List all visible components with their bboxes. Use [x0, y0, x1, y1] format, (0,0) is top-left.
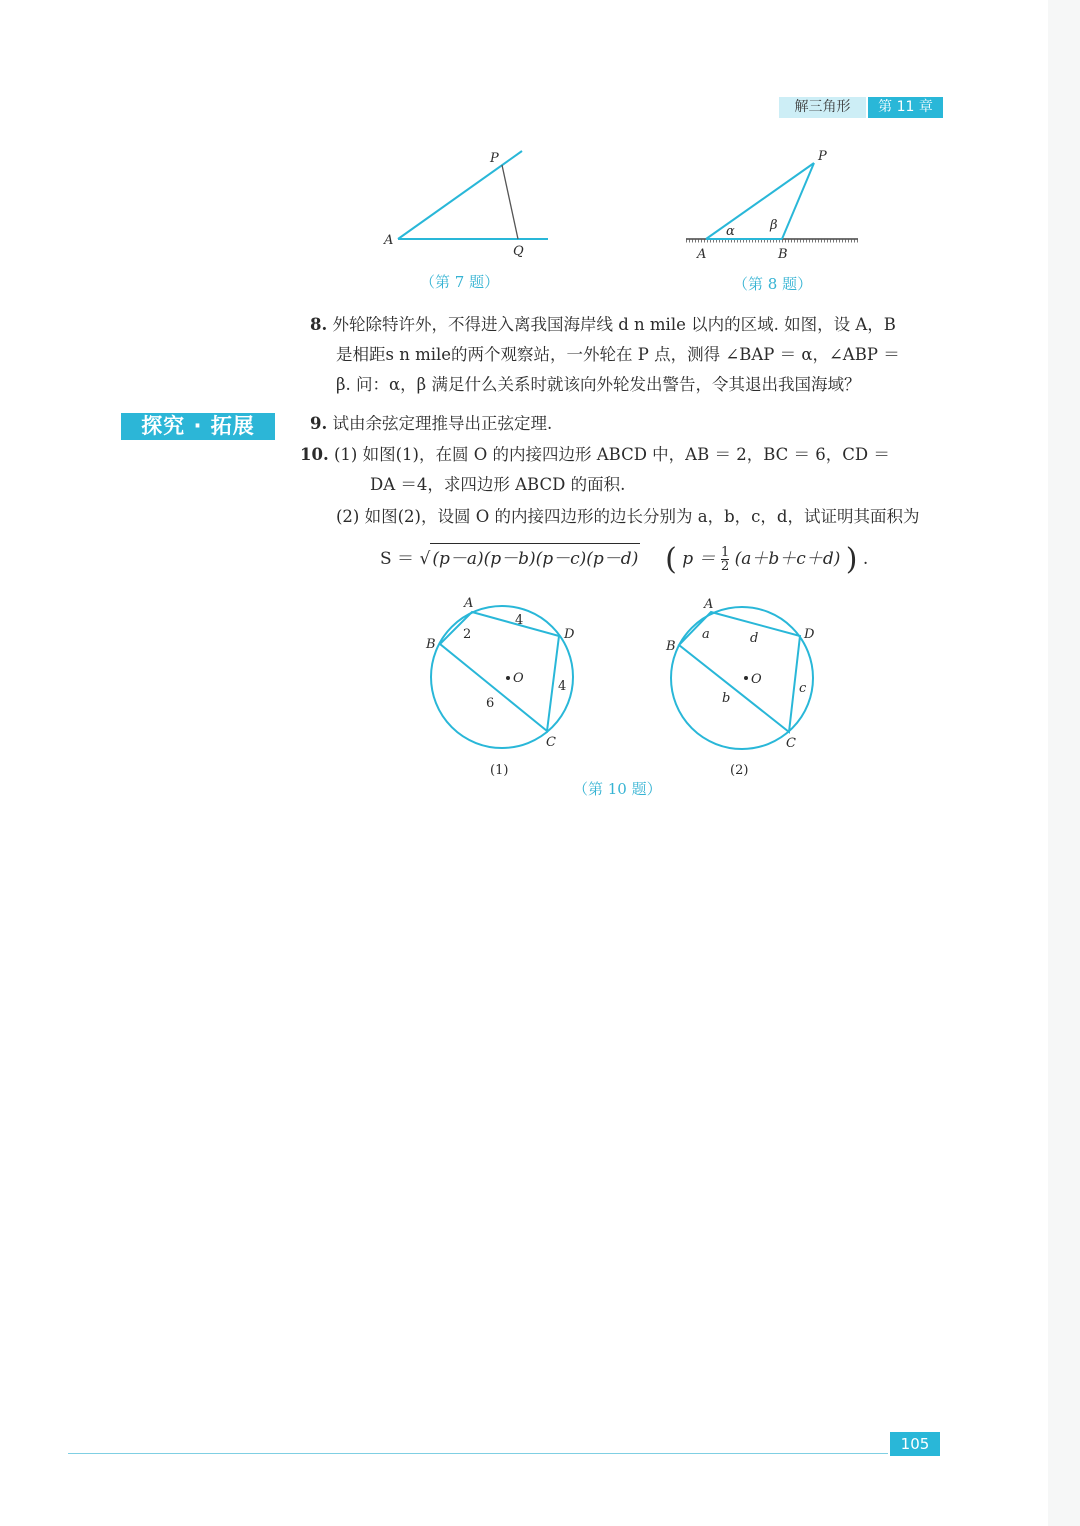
- fig10r-label-a: A: [704, 597, 714, 612]
- explore-extend-label: 探究 · 拓展: [121, 413, 275, 440]
- fig7-line-ap: [398, 151, 522, 239]
- fig10l-label-o: O: [513, 671, 524, 686]
- fig10l-len-bc: 6: [486, 696, 495, 711]
- fig10r-len-ab: a: [702, 627, 710, 642]
- fig10r-len-bc: b: [722, 691, 731, 706]
- fig10l-quad: [440, 612, 559, 731]
- chapter-badge: 第 11 章: [868, 97, 943, 118]
- fig10l-sub-label: (1): [490, 763, 509, 778]
- fig10r-label-d: D: [804, 627, 815, 642]
- formula-half: [721, 546, 729, 573]
- fig10r-sub-label: (2): [730, 763, 749, 778]
- fig10l-label-a: A: [464, 596, 474, 611]
- fig10r-diagonal: [679, 645, 789, 732]
- problem-8-number: 8.: [310, 315, 328, 334]
- fig10r-label-c: C: [786, 736, 796, 751]
- page-edge: [1048, 0, 1080, 1526]
- problem-10-line1: (1) 如图(1)，在圆 O 的内接四边形 ABCD 中，AB ＝ 2，BC ＝ 6，CD ＝: [333, 445, 890, 464]
- fig7-line-pq: [502, 165, 518, 239]
- formula-radicand: (p－a)(p－b)(p－c)(p－d): [430, 543, 640, 569]
- frac-numerator: 1: [720, 545, 730, 560]
- fig10-caption: （第 10 题）: [573, 780, 662, 798]
- section-title: 解三角形: [779, 97, 866, 118]
- fig10l-len-ab: 2: [463, 627, 472, 642]
- footer-rule: [68, 1453, 888, 1454]
- fig10l-len-ad: 4: [515, 613, 524, 628]
- fig10l-center-dot: [506, 676, 510, 680]
- fig10r-center-dot: [744, 676, 748, 680]
- close-paren-icon: ): [845, 542, 858, 577]
- problem-9-number: 9.: [310, 414, 328, 433]
- figure-10-left: [420, 592, 585, 782]
- formula-lhs: S ＝: [380, 549, 415, 569]
- fig10l-circle: [431, 606, 573, 748]
- figure-10-right: [660, 592, 825, 782]
- frac-denominator: 2: [720, 559, 730, 574]
- fig10r-label-b: B: [666, 639, 676, 654]
- fig10l-len-dc: 4: [558, 679, 567, 694]
- problem-9: [310, 414, 552, 434]
- formula-p-eq: p ＝: [682, 549, 716, 569]
- area-formula: [380, 542, 868, 582]
- fig10r-len-ad: d: [750, 631, 759, 646]
- problem-8-line1: 外轮除特许外，不得进入离我国海岸线 d n mile 以内的区域. 如图，设 A，B: [332, 315, 896, 334]
- fig10l-label-c: C: [546, 735, 556, 750]
- fig7-label-a: A: [384, 233, 394, 248]
- fig10l-label-b: B: [426, 637, 436, 652]
- problem-8: [310, 315, 896, 335]
- fig8-caption: （第 8 题）: [733, 275, 813, 293]
- fig7-label-q: Q: [513, 244, 524, 259]
- fig10r-quad: [679, 612, 800, 732]
- fig8-label-b: B: [778, 247, 788, 262]
- figure-8: [682, 145, 862, 265]
- fig8-label-beta: β: [770, 218, 778, 233]
- problem-10: [300, 445, 890, 465]
- fig10l-label-d: D: [564, 627, 575, 642]
- fig10l-diagonal: [440, 644, 547, 731]
- problem-10-cont-1: DA ＝4，求四边形 ABCD 的面积.: [370, 475, 626, 494]
- figure-7: [380, 145, 570, 260]
- fig8-label-p: P: [818, 149, 827, 164]
- problem-10-number: 10.: [300, 445, 329, 464]
- fig10r-len-dc: c: [799, 681, 807, 696]
- problem-8-cont-2: β. 问：α，β 满足什么关系时就该向外轮发出警告，令其退出我国海域？: [336, 375, 861, 394]
- formula-tail: (a＋b＋c＋d): [734, 549, 841, 569]
- formula-period: .: [862, 549, 869, 569]
- fig10r-label-o: O: [751, 672, 762, 687]
- problem-10-part2: (2) 如图(2)，设圆 O 的内接四边形的边长分别为 a，b，c，d，试证明其面积为: [336, 507, 920, 526]
- problem-8-cont-1: 是相距s n mile的两个观察站，一外轮在 P 点，测得 ∠BAP ＝ α，∠ABP ＝: [336, 345, 900, 364]
- fig7-caption: （第 7 题）: [420, 273, 500, 291]
- fig8-label-alpha: α: [726, 224, 735, 239]
- problem-9-text: 试由余弦定理推导出正弦定理.: [332, 414, 553, 433]
- page-number: 105: [890, 1432, 940, 1456]
- fig7-label-p: P: [490, 151, 499, 166]
- open-paren-icon: (: [665, 542, 677, 577]
- fig10r-circle: [671, 607, 813, 749]
- sqrt-icon: √: [419, 549, 431, 569]
- fig8-label-a: A: [697, 247, 707, 262]
